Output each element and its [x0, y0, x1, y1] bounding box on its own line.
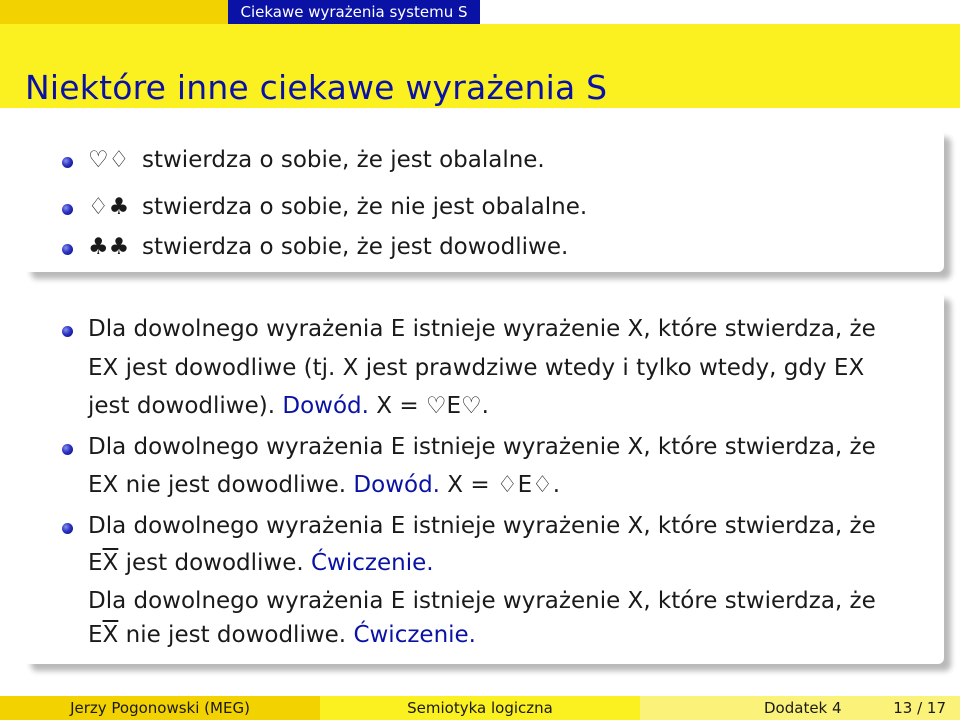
footer-right	[640, 696, 960, 720]
proof-link[interactable]: Dowód.	[353, 472, 440, 498]
bullet-icon	[62, 326, 73, 337]
exercise-link[interactable]: Ćwiczenie.	[311, 550, 434, 576]
slide-title: Niektóre inne ciekawe wyrażenia S	[25, 68, 608, 107]
line-text: nie jest dowodliwe.	[125, 622, 347, 648]
proof-link[interactable]: Dowód.	[282, 393, 369, 419]
theorem-line	[88, 393, 489, 419]
bullet-icon	[62, 523, 73, 534]
theorem-line: Dla dowolnego wyrażenia E istnieje wyrażenie X, które stwierdza, że	[88, 434, 876, 460]
header-bar	[0, 0, 960, 24]
list-item	[88, 147, 545, 173]
page-number: 13 / 17	[893, 699, 946, 717]
footer-author: Jerzy Pogonowski (MEG)	[0, 696, 320, 720]
item-text: stwierdza o sobie, że nie jest obalalne.	[142, 194, 588, 220]
title-bar	[0, 24, 960, 108]
header-right-fill	[480, 0, 960, 24]
expr-e: E	[88, 622, 103, 648]
expr-x-overline: $\overline{X}$	[102, 550, 119, 576]
line-text: jest dowodliwe).	[88, 393, 276, 419]
proof-formula: X = ♡E♡.	[376, 393, 489, 419]
proof-formula: X = ♢E♢.	[447, 472, 561, 498]
theorem-line: Dla dowolnego wyrażenia E istnieje wyrażenie X, które stwierdza, że	[88, 513, 876, 539]
list-item	[88, 194, 587, 220]
bullet-icon	[62, 244, 73, 255]
theorem-line: Dla dowolnego wyrażenia E istnieje wyrażenie X, które stwierdza, że	[88, 316, 876, 342]
theorem-line	[88, 622, 476, 648]
expr-x-overline: $\overline{X}$	[102, 622, 119, 648]
item-text: stwierdza o sobie, że jest obalalne.	[142, 147, 545, 173]
bullet-icon	[62, 204, 73, 215]
bullet-icon	[62, 157, 73, 168]
item-text: stwierdza o sobie, że jest dowodliwe.	[142, 234, 569, 260]
footer-course: Semiotyka logiczna	[320, 696, 640, 720]
theorem-line: Dla dowolnego wyrażenia E istnieje wyrażenie X, które stwierdza, że	[88, 588, 876, 614]
expr-e: E	[88, 550, 103, 576]
line-text: jest dowodliwe.	[125, 550, 304, 576]
footer-bar	[0, 696, 960, 720]
theorem-line	[88, 472, 560, 498]
list-item	[88, 234, 568, 260]
exercise-link[interactable]: Ćwiczenie.	[353, 622, 476, 648]
theorem-line: EX jest dowodliwe (tj. X jest prawdziwe wtedy i tylko wtedy, gdy EX	[88, 355, 865, 381]
symbol-pair: ♢♣	[88, 194, 130, 220]
bullet-icon	[62, 444, 73, 455]
symbol-pair: ♣♣	[88, 234, 130, 260]
theorem-line	[88, 550, 434, 576]
line-text: EX nie jest dowodliwe.	[88, 472, 347, 498]
symbol-pair: ♡♢	[88, 147, 130, 173]
footer-section: Dodatek 4	[764, 699, 842, 717]
section-tab[interactable]: Ciekawe wyrażenia systemu S	[228, 0, 480, 24]
